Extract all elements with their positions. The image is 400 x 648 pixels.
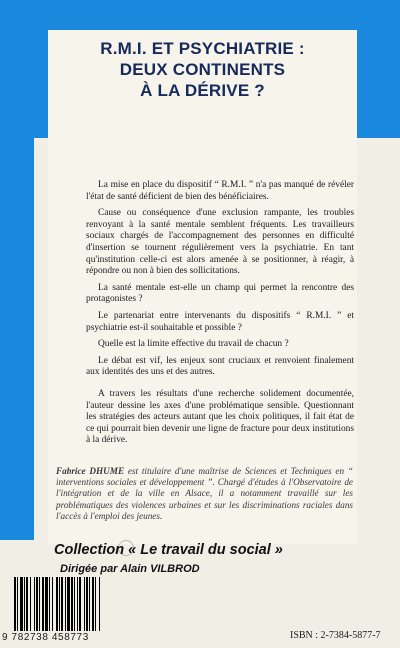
barcode-bar: [34, 577, 35, 631]
paragraph: Le débat est vif, les enjeux sont cruciaux et renvoient finalement aux identités des uns et des autres.: [86, 355, 354, 378]
paragraph: Cause ou conséquence d'une exclusion rampante, les troubles renvoyant à la santé mentale semblent fréquents. Les travailleurs sociaux chargés de l'accompagnement des personnes en difficulté d'insertion se tournent régulièrement vers la psychiatrie. En tant qu'institution celle-ci est alors amenée à se positionner, à réagir, à répondre ou non à bien des sollicitations.: [86, 208, 354, 277]
barcode-bar: [26, 577, 28, 631]
barcode-bar: [49, 577, 50, 631]
isbn-number: ISBN : 2-7384-5877-7: [290, 630, 381, 641]
barcode-bar: [74, 577, 75, 631]
barcode-bar: [24, 577, 25, 631]
barcode-bar: [30, 577, 31, 631]
barcode-bar: [65, 577, 66, 631]
barcode-digits: 9 782738 458773: [2, 632, 89, 643]
paragraph: La santé mentale est-elle un champ qui permet la rencontre des protagonistes ?: [86, 282, 354, 305]
paragraph: La mise en place du dispositif “ R.M.I. ” n'a pas manqué de révéler l'état de santé déficient de bien des bénéficiaires.: [86, 180, 354, 202]
barcode-bar: [79, 577, 81, 631]
barcode-bar: [84, 577, 85, 631]
author-bio: [48, 462, 357, 522]
barcode-bar: [59, 577, 60, 631]
barcode-bar: [52, 577, 53, 631]
collection-director: Dirigée par Alain VILBROD: [60, 563, 200, 575]
barcode-bar: [67, 577, 70, 631]
paragraph: Quelle est la limite effective du travail de chacun ?: [98, 339, 289, 350]
barcode-bar: [71, 577, 73, 631]
barcode-bar: [20, 577, 23, 631]
back-cover-text: [86, 180, 354, 452]
barcode-bar: [14, 577, 16, 631]
paragraph: A travers les résultats d'une recherche solidement documentée, l'auteur dessine les axes d'une problématique sensible. Questionnant les stratégies des acteurs autant que les choix politiques, il fait état de ce qui pourrait bien devenir une ligne de fracture pour deux institutions à la dérive.: [86, 388, 354, 446]
barcode-bar: [56, 577, 58, 631]
book-title: [48, 38, 357, 101]
paragraph: Le partenariat entre intervenants du dispositifs “ R.M.I. ” et psychiatrie est-il souhaitable et possible ?: [86, 310, 354, 333]
barcode-bar: [92, 577, 94, 631]
barcode-icon: [12, 577, 140, 631]
barcode-bar: [86, 577, 88, 631]
title-line-2: DEUX CONTINENTS: [119, 60, 286, 79]
barcode-bar: [95, 577, 96, 631]
barcode-bar: [39, 577, 40, 631]
barcode-bar: [99, 577, 100, 631]
barcode-bar: [36, 577, 38, 631]
barcode-bar: [77, 577, 78, 631]
title-line-1: R.M.I. ET PSYCHIATRIE :: [100, 39, 305, 58]
barcode-bar: [45, 577, 48, 631]
barcode-bar: [89, 577, 90, 631]
left-blue-strip: [0, 130, 34, 540]
collection-title: Collection « Le travail du social »: [54, 542, 283, 558]
author-bio-text: est titulaire d'une maîtrise de Sciences et Techniques en “ interventions sociales et développement ”. Chargé d'études à l'Observatoire de l'intégration et de la ville en Alsace, il a notamment travaillé sur les problématiques des violences urbaines et sur les discriminations raciales dans l'accès à l'emploi des jeunes.: [56, 466, 353, 521]
author-name: Fabrice DHUME: [56, 466, 125, 476]
barcode-bar: [42, 577, 44, 631]
title-line-3: À LA DÉRIVE ?: [140, 81, 265, 100]
barcode-bar: [17, 577, 18, 631]
barcode-bar: [61, 577, 63, 631]
